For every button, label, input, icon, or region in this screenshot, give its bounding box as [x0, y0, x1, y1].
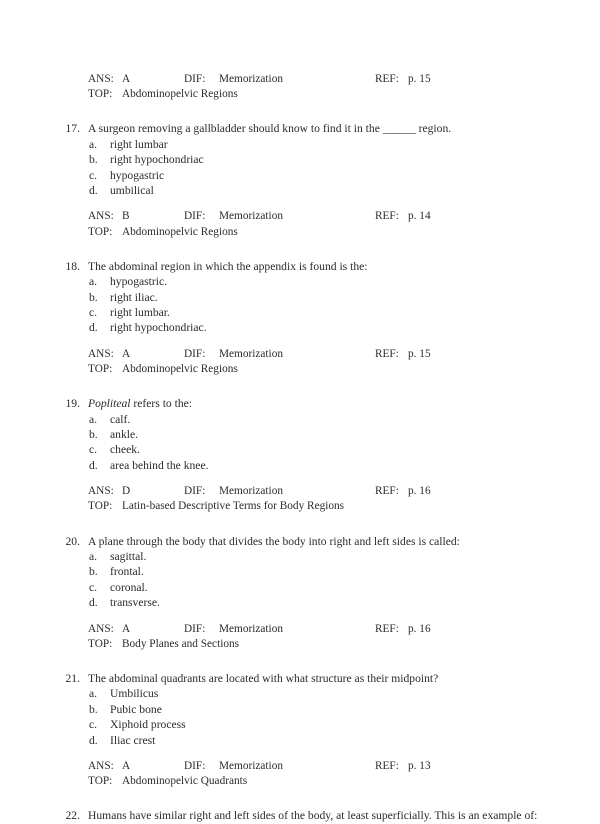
spacer [56, 102, 544, 121]
question-text [88, 259, 544, 274]
question-text [88, 671, 544, 686]
top-value: Abdominopelvic Quadrants [122, 775, 248, 788]
option-letter: a. [89, 275, 98, 289]
answer-row-topic [88, 87, 544, 102]
option-letter: d. [89, 321, 98, 335]
spacer [56, 611, 544, 622]
option-letter: a. [89, 687, 98, 701]
ans-label: ANS: [88, 73, 114, 85]
option-text: right iliac. [110, 290, 158, 304]
answer-row-topic [88, 499, 544, 514]
ans-value: A [122, 622, 131, 635]
answer-row-primary [88, 622, 544, 637]
dif-label: DIF: [184, 347, 206, 360]
answer-row-primary [88, 347, 544, 362]
ans-label: ANS: [88, 347, 114, 360]
option-item[interactable] [89, 686, 544, 701]
dif-value: Memorization [219, 485, 283, 498]
ans-value: A [122, 347, 131, 360]
option-text: right lumbar [110, 137, 168, 151]
ref-value: p. 16 [408, 622, 431, 635]
option-list [56, 137, 544, 199]
option-letter: a. [89, 550, 98, 563]
question-number: 18. [65, 259, 80, 273]
option-text: calf. [110, 412, 131, 426]
answer-row-primary [88, 759, 544, 774]
option-item[interactable] [89, 137, 544, 152]
option-letter: d. [89, 458, 98, 472]
question-head [56, 534, 544, 549]
question-block-17 [56, 121, 544, 239]
option-letter: c. [89, 443, 98, 457]
answer-key-block [88, 484, 544, 514]
question-head [56, 396, 544, 411]
question-text-segment: region. [415, 122, 452, 136]
option-text: Xiphoid process [110, 718, 186, 732]
answer-row-primary [88, 484, 544, 499]
option-text: Umbilicus [110, 687, 159, 701]
answer-key-block [88, 622, 544, 652]
question-block-19 [56, 396, 544, 514]
question-text-segment: The abdominal quadrants are located with what structure as their midpoint? [88, 672, 439, 685]
ref-value: p. 16 [408, 485, 431, 498]
option-list [56, 686, 544, 748]
ref-label: REF: [375, 760, 399, 773]
option-item[interactable] [89, 549, 544, 564]
dif-value: Memorization [219, 73, 283, 85]
ref-label: REF: [375, 210, 399, 223]
top-value: Abdominopelvic Regions [122, 363, 238, 375]
ans-value: A [122, 760, 131, 773]
ref-label: REF: [375, 485, 399, 498]
question-number: 20. [65, 534, 80, 548]
question-block-22 [56, 808, 544, 823]
question-text [88, 121, 544, 136]
question-text [88, 534, 544, 549]
spacer [56, 515, 544, 534]
option-item[interactable] [89, 717, 544, 732]
option-text: transverse. [110, 596, 160, 610]
dif-label: DIF: [184, 760, 206, 773]
question-block-18 [56, 259, 544, 377]
option-text: frontal. [110, 565, 144, 579]
question-text: Humans have similar right and left sides of the body, at least superficially. This is an example of: [88, 809, 538, 823]
answer-row-topic [88, 637, 544, 652]
question-head [56, 671, 544, 686]
top-label: TOP: [88, 637, 113, 650]
option-text: Pubic bone [110, 702, 162, 716]
spacer [56, 377, 544, 396]
option-item[interactable] [89, 412, 544, 427]
spacer [56, 198, 544, 209]
ans-label: ANS: [88, 622, 114, 635]
option-item[interactable] [89, 564, 544, 579]
spacer [56, 789, 544, 808]
top-label: TOP: [88, 500, 113, 513]
option-text: coronal. [110, 580, 148, 594]
option-text: umbilical [110, 184, 154, 197]
ans-value: D [122, 485, 131, 498]
option-item[interactable] [89, 595, 544, 610]
dif-label: DIF: [184, 622, 206, 635]
question-number: 21. [65, 672, 80, 685]
dif-label: DIF: [184, 485, 206, 498]
question-list [56, 102, 544, 789]
top-label: TOP: [88, 775, 113, 788]
top-value: Body Planes and Sections [122, 637, 240, 650]
ref-label: REF: [375, 347, 399, 360]
top-label: TOP: [88, 363, 113, 375]
option-item[interactable] [89, 305, 544, 320]
option-text: hypogastric [110, 168, 165, 182]
option-item[interactable] [89, 580, 544, 595]
option-item[interactable] [89, 427, 544, 442]
option-letter: b. [89, 565, 98, 579]
ref-value: p. 15 [408, 347, 431, 360]
answer-row-topic [88, 362, 544, 377]
option-item[interactable] [89, 733, 544, 748]
top-label: TOP: [88, 225, 113, 238]
dif-label: DIF: [184, 73, 206, 85]
option-item[interactable] [89, 702, 544, 717]
option-list [56, 412, 544, 474]
answer-key-block [88, 209, 544, 239]
option-text: right hypochondriac. [110, 321, 207, 335]
question-number: 22. [65, 809, 80, 823]
question-block-21 [56, 671, 544, 789]
option-item[interactable] [89, 168, 544, 183]
dif-value: Memorization [219, 760, 283, 773]
spacer [56, 748, 544, 759]
question-head [56, 808, 544, 823]
option-text: Iliac crest [110, 733, 156, 747]
option-letter: a. [89, 137, 98, 151]
option-item[interactable] [89, 458, 544, 473]
question-text-segment: The abdominal region in which the appendix is found is the: [88, 259, 368, 273]
option-text: cheek. [110, 443, 140, 457]
option-item[interactable] [89, 290, 544, 305]
option-item[interactable] [89, 442, 544, 457]
dif-label: DIF: [184, 210, 206, 223]
option-letter: b. [89, 153, 98, 167]
option-letter: c. [89, 168, 98, 182]
option-text: area behind the knee. [110, 458, 209, 472]
option-letter: d. [89, 184, 98, 197]
question-text [88, 396, 544, 411]
question-text-segment: A surgeon removing a gallbladder should know to find it in the [88, 122, 383, 136]
top-value: Abdominopelvic Regions [122, 225, 238, 238]
ref-value: p. 13 [408, 760, 431, 773]
spacer [56, 336, 544, 347]
question-head [56, 121, 544, 136]
ans-label: ANS: [88, 485, 114, 498]
option-letter: d. [89, 596, 98, 610]
answer-blank: ______ [382, 122, 416, 136]
question-text-segment: A plane through the body that divides the body into right and left sides is called: [88, 534, 460, 548]
ref-label: REF: [375, 73, 399, 85]
question-block-20 [56, 534, 544, 652]
option-text: right hypochondriac [110, 153, 204, 167]
answer-row-topic [88, 225, 544, 240]
option-letter: b. [89, 290, 98, 304]
dif-value: Memorization [219, 210, 283, 223]
option-item[interactable] [89, 320, 544, 335]
option-item[interactable] [89, 274, 544, 289]
option-text: sagittal. [110, 550, 147, 563]
option-letter: a. [89, 412, 98, 426]
question-text-segment: refers to the: [130, 397, 192, 411]
spacer [56, 240, 544, 259]
ans-label: ANS: [88, 210, 114, 223]
option-letter: b. [89, 428, 98, 441]
answer-row-primary [88, 72, 544, 87]
option-list [56, 274, 544, 336]
option-letter: c. [89, 580, 98, 594]
answer-row-primary [88, 209, 544, 224]
question-italic-term: Popliteal [88, 397, 131, 411]
dif-value: Memorization [219, 347, 283, 360]
option-list [56, 549, 544, 611]
option-item[interactable] [89, 152, 544, 167]
answer-key-block [88, 347, 544, 377]
answer-key-block [88, 759, 544, 789]
question-number: 17. [65, 122, 80, 136]
option-text: right lumbar. [110, 306, 170, 319]
top-value: Abdominopelvic Regions [122, 88, 238, 101]
answer-row-topic [88, 774, 544, 789]
ans-label: ANS: [88, 760, 114, 773]
option-text: hypogastric. [110, 275, 167, 289]
option-letter: c. [89, 306, 98, 319]
option-letter: b. [89, 702, 98, 716]
option-letter: d. [89, 733, 98, 747]
answer-key-block [88, 72, 544, 102]
question-head [56, 259, 544, 274]
ref-label: REF: [375, 622, 399, 635]
ref-value: p. 15 [408, 73, 431, 85]
top-label: TOP: [88, 88, 113, 101]
spacer [56, 473, 544, 484]
ref-value: p. 14 [408, 210, 431, 223]
dif-value: Memorization [219, 622, 283, 635]
option-text: ankle. [110, 428, 139, 441]
option-letter: c. [89, 718, 98, 732]
top-value: Latin-based Descriptive Terms for Body Regions [122, 500, 345, 513]
option-item[interactable] [89, 183, 544, 198]
ans-value: B [122, 210, 130, 223]
question-number: 19. [65, 397, 80, 411]
spacer [56, 652, 544, 671]
ans-value: A [122, 73, 131, 85]
